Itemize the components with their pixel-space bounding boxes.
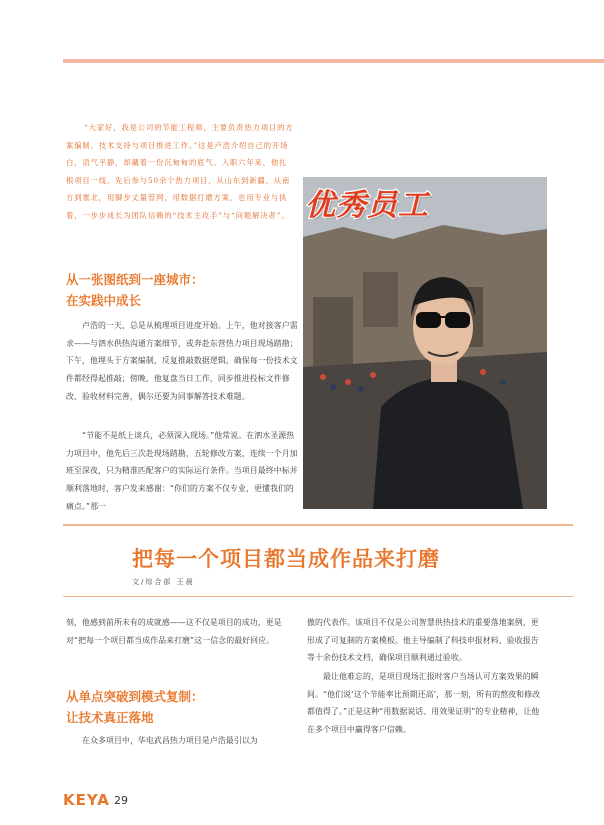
excellent-employee-badge: 优秀员工 — [305, 188, 429, 223]
intro-quote: “大家好，我是公司的节能工程师，主要负责热力项目的方案编制、技术支持与项目推进工作。”这是卢浩介绍自己的开场白，语气平静，却藏着一份沉甸甸的底气。入职六年来，他扎根项目一线，先后参与50余个热力项目，从山东到新疆，从南方到塞北，用脚步丈量管网，用数据打磨方案，也用专业与执着，一步步成长为团队信赖的“技术主攻手”与“问题解决者”。 — [66, 123, 294, 220]
body-paragraph: 刻，他感到前所未有的成就感——这不仅是项目的成功，更是对“把每一个项目都当成作品来打磨”这一信念的最好回应。 — [66, 618, 282, 645]
section-heading-line: 从一张图纸到一座城市： — [66, 272, 204, 287]
body-paragraph: 在众多项目中，华电武昌热力项目是卢浩最引以为 — [82, 736, 258, 745]
portrait-illustration — [303, 177, 547, 509]
page-number: 29 — [114, 794, 128, 807]
section-heading-line: 从单点突破到模式复制： — [66, 689, 204, 704]
body-paragraph: “节能不是纸上谈兵，必须深入现场。”他常说。在泗水圣源热力项目中，他先后三次赴现场踏勘，五轮修改方案，连续一个月加班至深夜，只为精准匹配客户的实际运行条件。当项目最终中标并顺利落地时，客户发来感谢：“你们的方案不仅专业，更懂我们的痛点。”那一 — [66, 431, 298, 511]
body-paragraph: 最让他难忘的，是项目现场汇报时客户当场认可方案效果的瞬间。“他们说‘这个节能率比预期还高’，那一刻，所有的熬夜和修改都值得了。”正是这种“用数据说话、用效果证明”的专业精神，让他在多个项目中赢得客户信赖。 — [307, 672, 541, 735]
magazine-logo: KEYA — [63, 791, 110, 809]
body-paragraph: 卢浩的一天，总是从梳理项目进度开始。上午，他对接客户需求——与泗水供热沟通方案细节，或奔赴东营热力项目现场踏勘；下午，他埋头于方案编制，反复推敲数据逻辑，确保每一份技术文件都经得起推敲；傍晚，他复盘当日工作，同步推进投标文件修改、验收材料完善，偶尔还要为同事解答技术难题。 — [66, 321, 298, 401]
body-paragraph: 傲的代表作。该项目不仅是公司智慧供热技术的重要落地案例，更形成了可复制的方案模板。他主导编制了科技申报材料、验收报告等十余份技术文档，确保项目顺利通过验收。 — [307, 618, 539, 663]
section-heading-replication — [66, 686, 306, 728]
employee-photo — [303, 177, 547, 509]
article-title: 把每一个项目都当成作品来打磨 — [132, 546, 440, 571]
section-heading-line: 让技术真正落地 — [66, 710, 154, 725]
section-heading-growth — [66, 269, 306, 311]
top-rule — [63, 59, 604, 63]
section-heading-line: 在实践中成长 — [66, 293, 142, 308]
title-rule-bottom — [63, 596, 573, 597]
byline: 文/综合部 王晨 — [132, 578, 195, 586]
title-rule-top — [63, 524, 573, 526]
